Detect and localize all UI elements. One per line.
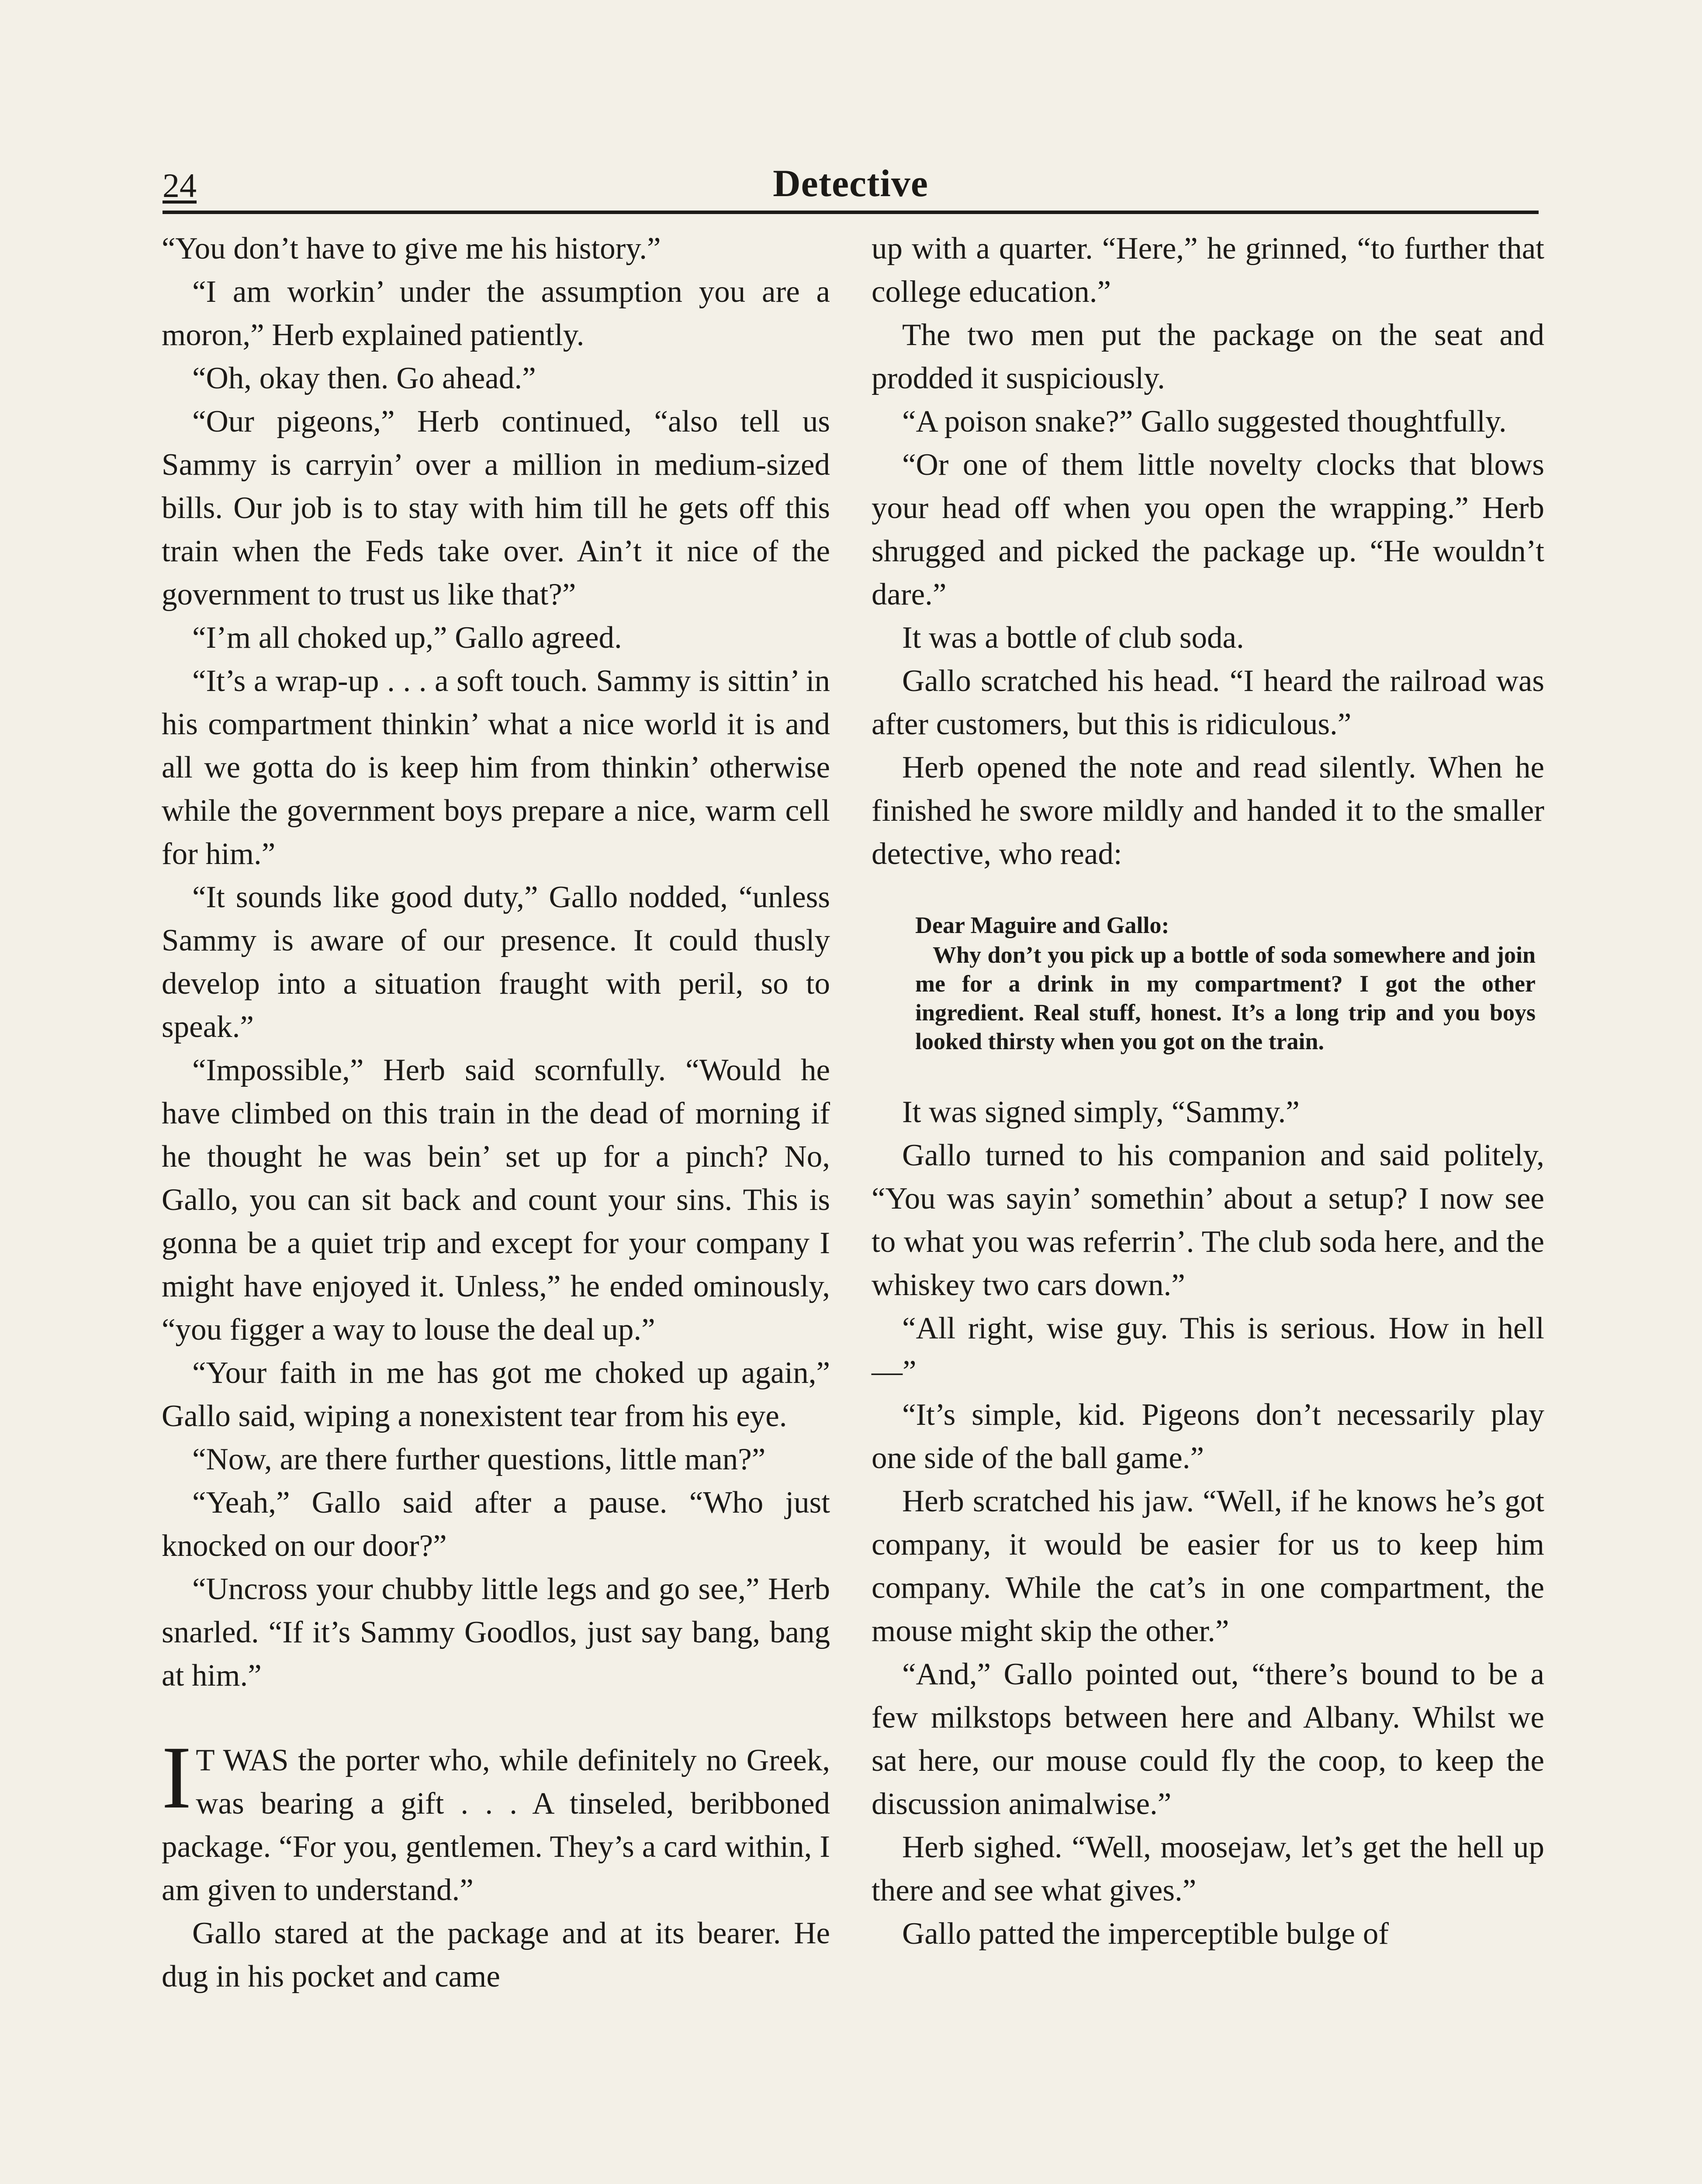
paragraph: “Your faith in me has got me choked up again,” Gallo said, wiping a nonexistent tear from his eye. [162, 1356, 830, 1433]
paragraph: “It’s simple, kid. Pigeons don’t necessarily play one side of the ball game.” [872, 1398, 1544, 1475]
paragraph: “I’m all choked up,” Gallo agreed. [192, 621, 622, 655]
paragraph: “Impossible,” Herb said scornfully. “Would he have climbed on this train in the dead of morning if he thought he was bein’ set up for a pinch? No, Gallo, you can sit back and count your sins. This is gonna be a quiet trip and except for your company I might have enjoyed it. Unless,” he ended ominously, “you figger a way to louse the deal up.” [162, 1053, 830, 1347]
paragraph: “It sounds like good duty,” Gallo nodded, “unless Sammy is aware of our presence. It could thusly develop into a situation fraught with peril, so to speak.” [162, 880, 830, 1044]
paragraph: Gallo stared at the package and at its bearer. He dug in his pocket and came [162, 1916, 830, 1994]
paragraph: Herb scratched his jaw. “Well, if he knows he’s got company, it would be easier for us to keep him company. While the cat’s in one compartment, the mouse might skip the other.” [872, 1484, 1544, 1648]
paragraph: “A poison snake?” Gallo suggested thoughtfully. [902, 404, 1507, 439]
left-column [162, 227, 830, 1998]
paragraph: The two men put the package on the seat and prodded it suspiciously. [872, 318, 1544, 395]
paragraph: “You don’t have to give me his history.” [162, 232, 661, 266]
page-number: 24 [163, 166, 197, 204]
paragraph: “Or one of them little novelty clocks that blows your head off when you open the wrapping.” Herb shrugged and picked the package up. “He wouldn’t dare.” [872, 448, 1544, 612]
paragraph: “All right, wise guy. This is serious. How in hell—” [872, 1311, 1544, 1389]
header-rule [163, 211, 1539, 214]
paragraph: Gallo patted the imperceptible bulge of [902, 1917, 1389, 1951]
paragraph: “Now, are there further questions, little man?” [192, 1442, 766, 1476]
paragraph: “I am workin’ under the assumption you are a moron,” Herb explained patiently. [162, 275, 830, 352]
right-column [872, 227, 1544, 1956]
paragraph: It was a bottle of club soda. [902, 621, 1244, 655]
paragraph: “Oh, okay then. Go ahead.” [192, 361, 536, 395]
paragraph: “Yeah,” Gallo said after a pause. “Who just knocked on our door?” [162, 1486, 830, 1563]
paragraph: Gallo turned to his companion and said politely, “You was sayin’ somethin’ about a setup? I now see to what you was referrin’. The club soda here, and the whiskey two cars down.” [872, 1138, 1544, 1302]
note-body: Why don’t you pick up a bottle of soda somewhere and join me for a drink in my compartment? I got the other ingredient. Real stuff, honest. It’s a long trip and you boys looked thirsty when you got on the train. [915, 942, 1536, 1054]
drop-cap: I [162, 1728, 192, 1827]
running-title: Detective [773, 162, 928, 205]
quoted-note [915, 911, 1536, 1056]
paragraph: “Our pigeons,” Herb continued, “also tell us Sammy is carryin’ over a million in medium-sized bills. Our job is to stay with him till he gets off this train when the Feds take over. Ain’t it nice of the government to trust us like that?” [162, 404, 830, 612]
section-opening-text: T WAS the porter who, while definitely no Greek, was bearing a gift . . . A tinseled, beribboned package. “For you, gentlemen. They’s a card within, I am given to understand.” [162, 1743, 830, 1907]
paragraph: Herb sighed. “Well, moosejaw, let’s get the hell up there and see what gives.” [872, 1830, 1544, 1908]
paragraph: It was signed simply, “Sammy.” [902, 1095, 1300, 1129]
paragraph: Gallo scratched his head. “I heard the railroad was after customers, but this is ridiculous.” [872, 664, 1544, 741]
note-salutation: Dear Maguire and Gallo: [915, 912, 1169, 938]
paragraph: “Uncross your chubby little legs and go see,” Herb snarled. “If it’s Sammy Goodlos, just say bang, bang at him.” [162, 1572, 830, 1693]
paragraph: “And,” Gallo pointed out, “there’s bound to be a few milkstops between here and Albany. Whilst we sat here, our mouse could fly the coop, to keep the discussion animalwise.” [872, 1657, 1544, 1821]
paragraph: Herb opened the note and read silently. When he finished he swore mildly and handed it to the smaller detective, who read: [872, 750, 1544, 871]
paragraph: “It’s a wrap-up . . . a soft touch. Sammy is sittin’ in his compartment thinkin’ what a nice world it is and all we gotta do is keep him from thinkin’ otherwise while the government boys prepare a nice, warm cell for him.” [162, 664, 830, 871]
paragraph: up with a quarter. “Here,” he grinned, “to further that college education.” [872, 232, 1544, 309]
page-header [163, 162, 1539, 210]
section-opening-paragraph [162, 1728, 830, 1912]
